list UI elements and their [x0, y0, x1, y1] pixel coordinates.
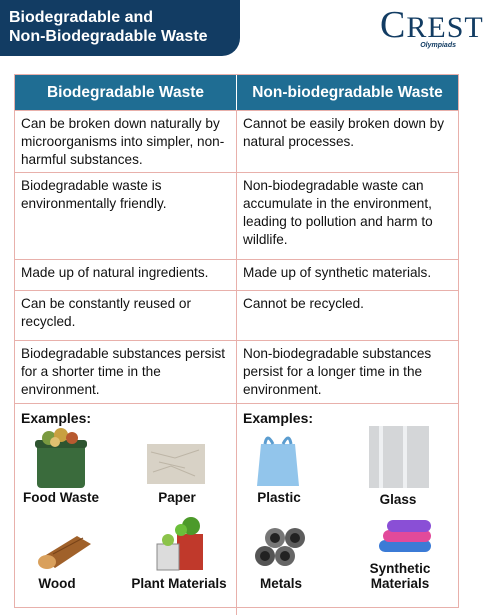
title-line-1: Biodegradable and	[9, 9, 154, 26]
example-metals: Metals	[259, 576, 303, 591]
wood-log-image	[33, 530, 95, 572]
table-row	[15, 172, 458, 259]
examples-row	[15, 403, 458, 615]
cell-bio: Biodegradable waste is environmentally friendly.	[15, 173, 237, 259]
logo-wordmark: CREST	[380, 4, 484, 46]
glass-pane-image	[365, 424, 433, 490]
examples-heading: Examples:	[243, 410, 314, 426]
cell-nonbio: Made up of synthetic materials.	[243, 265, 432, 280]
example-plant-materials: Plant Materials	[131, 576, 227, 591]
table-row	[15, 290, 458, 340]
example-glass: Glass	[379, 492, 417, 507]
cell-nonbio: Cannot be easily broken down by natural processes.	[243, 116, 445, 149]
cell-bio: Biodegradable substances persist for a shorter time in the environment.	[15, 341, 237, 403]
example-food-waste: Food Waste	[23, 490, 99, 505]
cell-nonbio: Non-biodegradable substances persist for a longer time in the environment.	[243, 346, 432, 397]
table-row	[15, 110, 458, 172]
table-row	[15, 259, 458, 290]
cell-bio: Can be broken down naturally by microorganisms into simpler, non-harmful substances.	[15, 111, 237, 172]
example-paper: Paper	[158, 490, 196, 505]
page-title	[9, 8, 208, 46]
bio-examples-cell	[15, 404, 237, 615]
cell-bio: Can be constantly reused or recycled.	[15, 291, 237, 340]
example-wood: Wood	[38, 576, 76, 591]
logo-tagline: Olympiads	[420, 42, 456, 49]
food-waste-bin-image	[27, 428, 93, 490]
crest-logo	[380, 4, 484, 54]
example-plastic: Plastic	[257, 490, 301, 505]
cell-nonbio: Non-biodegradable waste can accumulate in the environment, leading to pollution and harm to wildlife.	[243, 178, 433, 247]
title-banner	[0, 0, 240, 56]
example-synthetic-materials: Synthetic Materials	[369, 561, 431, 591]
cell-bio: Made up of natural ingredients.	[15, 260, 237, 290]
examples-heading: Examples:	[21, 410, 92, 426]
cell-nonbio: Cannot be recycled.	[243, 296, 364, 311]
header-biodegradable: Biodegradable Waste	[15, 75, 237, 110]
header-non-biodegradable: Non-biodegradable Waste	[252, 83, 443, 101]
paper-image	[145, 442, 207, 486]
table-row	[15, 340, 458, 403]
metal-pipes-image	[251, 514, 311, 570]
title-line-2: Non-Biodegradable Waste	[9, 28, 208, 45]
synthetic-materials-image	[373, 516, 437, 556]
table-header	[15, 75, 458, 110]
plastic-bag-image	[253, 430, 303, 488]
comparison-table	[14, 74, 459, 608]
plant-materials-image	[151, 514, 213, 576]
nonbio-examples-cell	[237, 404, 458, 615]
